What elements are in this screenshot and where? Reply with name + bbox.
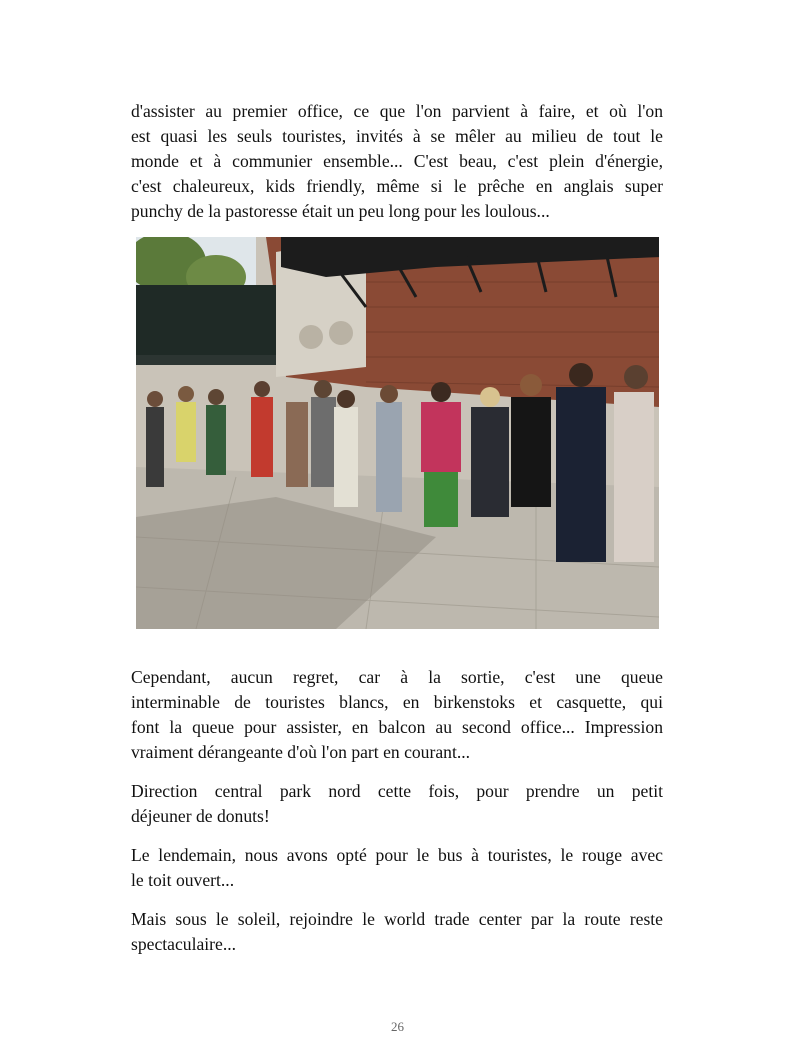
paragraph-4 [131,843,663,893]
text-line: spectaculaire... [131,934,237,954]
text-line: vraiment dérangeante d'où l'on part en courant... [131,742,471,762]
street-queue-photo [136,237,659,629]
text-line: monde et à communier ensemble... C'est beau, c'est plein d'énergie, [131,151,663,171]
text-line: interminable de touristes blancs, en birkenstoks et casquette, qui [131,692,663,712]
paragraph-3 [131,779,663,829]
text-line: Direction central park nord cette fois, pour prendre un petit [131,781,663,801]
text-line: d'assister au premier office, ce que l'on parvient à faire, et où l'on [131,101,663,121]
text-line: le toit ouvert... [131,870,235,890]
text-line: est quasi les seuls touristes, invités à se mêler au milieu de tout le [131,126,663,146]
text-line: punchy de la pastoresse était un peu long pour les loulous... [131,201,550,221]
text-line: c'est chaleureux, kids friendly, même si le prêche en anglais super [131,176,663,196]
text-line: déjeuner de donuts! [131,806,270,826]
paragraph-5 [131,907,663,957]
paragraph-2 [131,665,663,765]
page-number: 26 [391,1019,404,1034]
text-line: Le lendemain, nous avons opté pour le bus à touristes, le rouge avec [131,845,663,865]
text-line: font la queue pour assister, en balcon au second office... Impression [131,717,663,737]
paragraph-1 [131,99,663,224]
text-line: Mais sous le soleil, rejoindre le world trade center par la route reste [131,909,663,929]
text-line: Cependant, aucun regret, car à la sortie, c'est une queue [131,667,663,687]
